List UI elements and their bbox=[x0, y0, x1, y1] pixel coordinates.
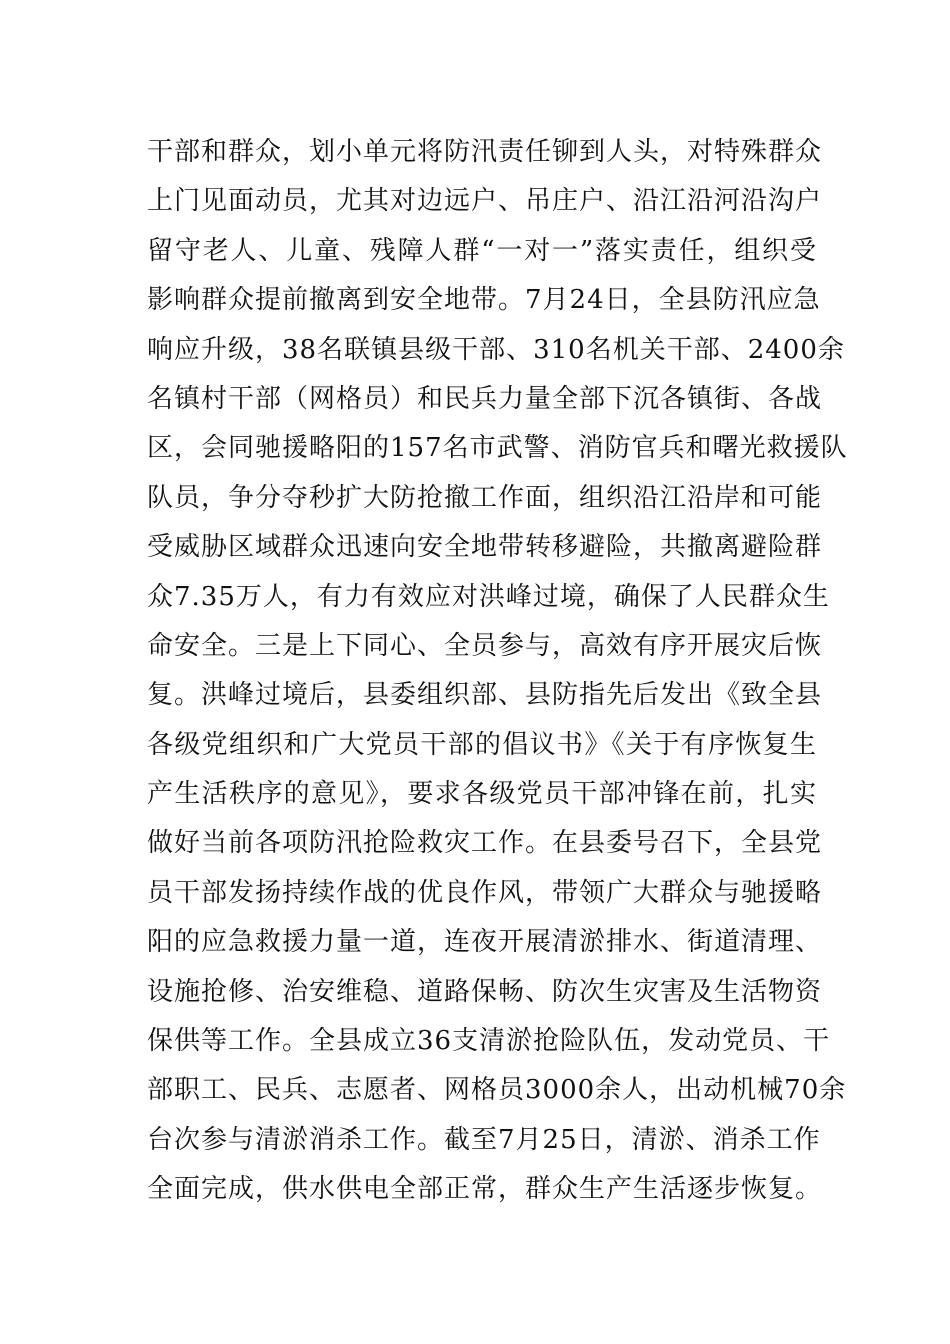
text-line: 设施抢修、治安维稳、道路保畅、防次生灾害及生活物资 bbox=[147, 976, 823, 1007]
text-line: 命安全。三是上下同心、全员参与，高效有序开展灾后恢 bbox=[147, 630, 823, 661]
text-line: 受威胁区域群众迅速向安全地带转移避险，共撤离避险群 bbox=[147, 532, 823, 563]
text-line: 上门见面动员，尤其对边远户、吊庄户、沿江沿河沿沟户 bbox=[147, 186, 823, 217]
text-line: 产生活秩序的意见》，要求各级党员干部冲锋在前，扎实 bbox=[147, 779, 817, 810]
text-line: 全面完成，供水供电全部正常，群众生产生活逐步恢复。 bbox=[147, 1174, 823, 1205]
text-line: 队员，争分夺秒扩大防抢撤工作面，组织沿江沿岸和可能 bbox=[147, 482, 823, 513]
body-paragraph bbox=[147, 128, 848, 1215]
text-line: 台次参与清淤消杀工作。截至7月25日，清淤、消杀工作 bbox=[147, 1124, 821, 1155]
text-line: 留守老人、儿童、残障人群“一对一”落实责任，组织受 bbox=[147, 235, 817, 266]
text-line: 影响群众提前撤离到安全地带。7月24日，全县防汛应急 bbox=[147, 285, 821, 316]
text-line: 阳的应急救援力量一道，连夜开展清淤排水、街道清理、 bbox=[147, 927, 823, 958]
text-line: 区，会同驰援略阳的157名市武警、消防官兵和曙光救援队 bbox=[147, 433, 848, 464]
text-line: 干部和群众，划小单元将防汛责任铆到人头，对特殊群众 bbox=[147, 137, 823, 167]
text-line: 做好当前各项防汛抢险救灾工作。在县委号召下，全县党 bbox=[147, 828, 823, 859]
text-line: 复。洪峰过境后，县委组织部、县防指先后发出《致全县 bbox=[147, 680, 823, 711]
text-line: 响应升级，38名联镇县级干部、310名机关干部、2400余 bbox=[147, 334, 845, 365]
text-line: 各级党组织和广大党员干部的倡议书》《关于有序恢复生 bbox=[147, 729, 817, 760]
text-line: 众7.35万人，有力有效应对洪峰过境，确保了人民群众生 bbox=[147, 581, 830, 612]
text-line: 部职工、民兵、志愿者、网格员3000余人，出动机械70余 bbox=[147, 1075, 847, 1106]
text-line: 名镇村干部（网格员）和民兵力量全部下沉各镇街、各战 bbox=[147, 383, 823, 414]
text-line: 保供等工作。全县成立36支清淤抢险队伍，发动党员、干 bbox=[147, 1026, 831, 1057]
text-line: 员干部发扬持续作战的优良作风，带领广大群众与驰援略 bbox=[147, 877, 823, 908]
